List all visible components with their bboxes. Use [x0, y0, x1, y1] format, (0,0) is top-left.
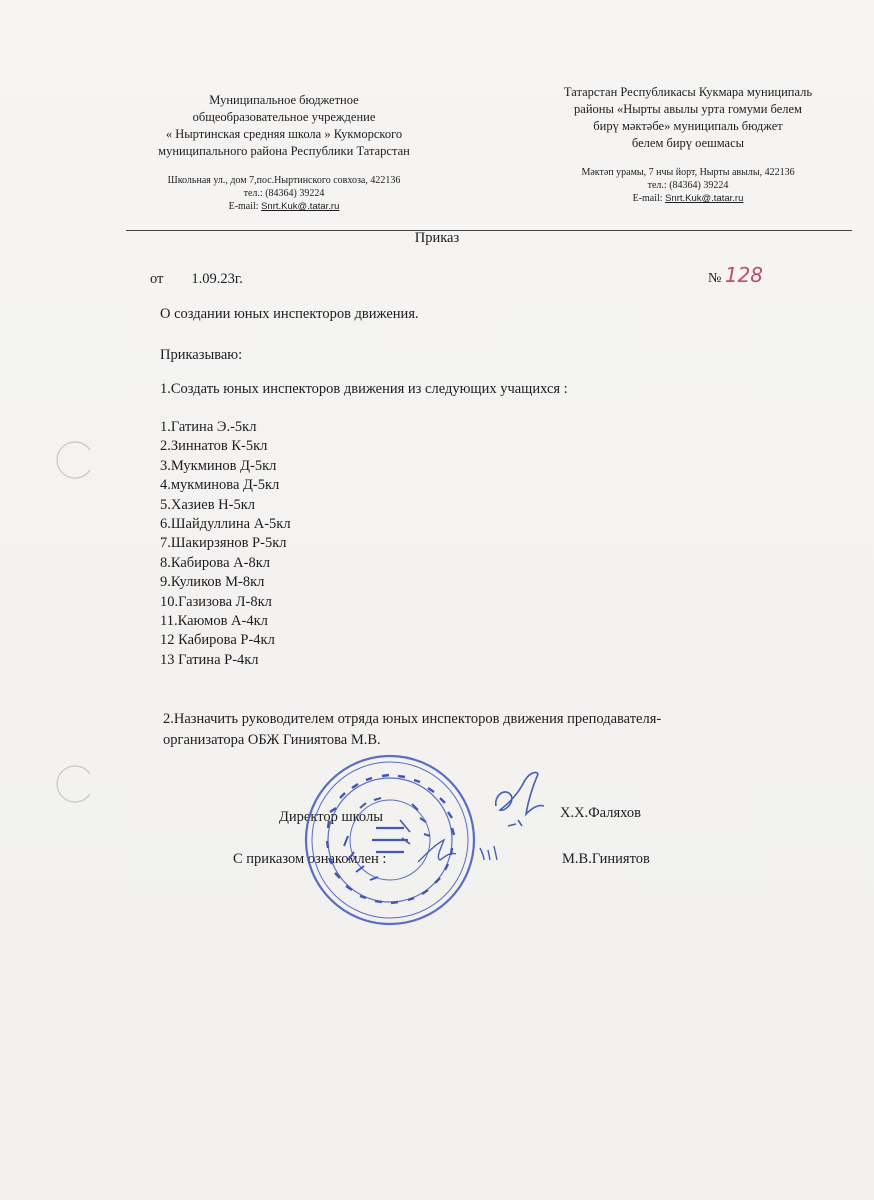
student-list-item: 13 Гатина Р-4кл — [160, 651, 259, 668]
student-list-item: 2.Зиннатов К-5кл — [160, 438, 268, 455]
director-signature — [488, 768, 554, 838]
header-left-line2: общеобразовательное учреждение — [192, 110, 376, 124]
header-right-email-line — [528, 192, 848, 205]
student-list-item: 12 Кабирова Р-4кл — [160, 632, 275, 649]
date-value: 1.09.23г. — [191, 271, 243, 287]
header-left-line4: муниципального района Республики Татарстан — [158, 144, 410, 158]
number-label: № — [708, 271, 722, 286]
student-list-item: 4.мукминова Д-5кл — [160, 477, 280, 494]
header-right-email-link[interactable]: Snrt.Kuk@.tatar.ru — [665, 193, 744, 204]
acknowledged-name: М.В.Гиниятов — [562, 851, 650, 867]
header-left-email-link[interactable]: Snrt.Kuk@.tatar.ru — [261, 201, 340, 212]
director-title: Директор школы — [279, 809, 383, 825]
header-left-phone: тел.: (84364) 39224 — [243, 188, 325, 199]
header-right-block — [528, 84, 848, 205]
header-left-email-label: E-mail: — [228, 201, 262, 212]
header-left-line3: « Ныртинская средняя школа » Кукморского — [165, 127, 403, 141]
header-left-email-line — [128, 200, 440, 213]
student-list-item: 8.Кабирова А-8кл — [160, 554, 270, 571]
student-list-item: 3.Мукминов Д-5кл — [160, 457, 277, 474]
order-word: Приказываю: — [160, 347, 243, 363]
date-line — [150, 270, 243, 288]
student-list-item: 10.Газизова Л-8кл — [160, 593, 272, 610]
header-right-line4: белем бирү оешмасы — [631, 136, 745, 150]
order-item-2-line1: 2.Назначить руководителем отряда юных инспекторов движения преподавателя- — [163, 711, 662, 727]
document-subject: О создании юных инспекторов движения. — [160, 306, 419, 322]
student-list-item: 9.Куликов М-8кл — [160, 574, 265, 591]
punch-hole-bottom — [50, 762, 94, 806]
acknowledged-label: С приказом ознакомлен : — [233, 851, 387, 867]
header-right-email-label: E-mail: — [632, 193, 666, 204]
header-left-address: Школьная ул., дом 7,пос.Ныртинского совхоза, 422136 — [167, 175, 401, 186]
header-right-line2: районы «Нырты авылы урта гомуми белем — [574, 102, 802, 116]
student-list-item: 6.Шайдуллина А-5кл — [160, 516, 291, 533]
date-prefix: от — [150, 271, 164, 287]
student-list — [160, 418, 291, 670]
header-right-address: Мәктәп урамы, 7 нчы йорт, Нырты авылы, 422136 — [581, 167, 795, 178]
header-left-block — [128, 92, 440, 213]
director-name: Х.Х.Фаляхов — [560, 805, 641, 821]
student-list-item: 11.Каюмов А-4кл — [160, 613, 268, 630]
header-left-line1: Муниципальное бюджетное — [209, 93, 359, 107]
order-item-1: 1.Создать юных инспекторов движения из следующих учащихся : — [160, 381, 568, 397]
student-list-item: 5.Хазиев Н-5кл — [160, 496, 256, 513]
punch-hole-top — [50, 438, 94, 482]
document-title: Приказ — [414, 230, 460, 246]
student-list-item: 7.Шакирзянов Р-5кл — [160, 535, 287, 552]
order-item-2-line2: организатора ОБЖ Гиниятова М.В. — [163, 732, 381, 748]
handwritten-number: 128 — [724, 263, 764, 287]
header-right-phone: тел.: (84364) 39224 — [647, 180, 729, 191]
student-list-item: 1.Гатина Э.-5кл — [160, 419, 257, 435]
header-right-line1: Татарстан Республикасы Кукмара муниципаль — [563, 85, 813, 99]
acknowledgement-signature — [410, 830, 510, 870]
number-line — [708, 263, 764, 288]
header-right-line3: бирү мәктәбе» муниципаль бюджет — [593, 119, 783, 133]
